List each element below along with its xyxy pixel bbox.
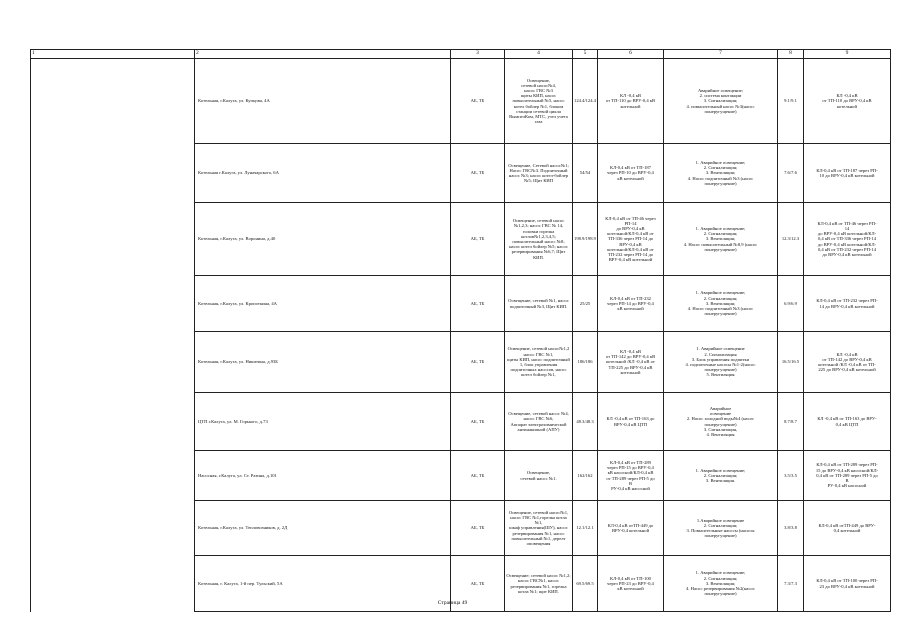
header-col-4: 4 — [505, 50, 573, 59]
cell-backup: 1. Аварийное освещение 2. Сигнализация 3. Блок управления подпитки 4. подпиточные насосы №1-2(насос понеругущение) 5. Вентиляция — [664, 332, 778, 393]
cell-backup: Аварийное освещение; 2. система контакции 3. Сигнализация; 4. повысительный насос №3(насос понеругущение) — [664, 59, 778, 144]
cell-source2: КЛ-0,4 кВ от ТП-187 через РП- 10 до ВРУ-0,4 кВ котельной — [804, 144, 891, 203]
cell-source2: КЛ-0,4 кВ отТП-449 до ВРУ- 0,4 котельной — [804, 501, 891, 556]
cell-empty — [31, 451, 195, 501]
cell-empty — [31, 332, 195, 393]
cell-power: 54/54 — [573, 144, 598, 203]
cell-type: АБ, ТБ — [451, 332, 505, 393]
cell-power2: 3.5/3.5 — [778, 451, 804, 501]
cell-address: Котельная, г.Калуга, ул. Никитина, д.93Б — [195, 332, 451, 393]
table-row — [31, 59, 891, 144]
cell-type: АБ, ТБ — [451, 59, 505, 144]
cell-source2: КЛ-0,4 кВ от ТП-289 через РП- 15 до ВРУ-0,4 кВ насосной/КЛ- 0,4 кВ от ТП-289 через РП-5 до В РУ-0,4 кВ насосной — [804, 451, 891, 501]
header-col-8: 8 — [778, 50, 804, 59]
cell-type: АБ, ТБ — [451, 203, 505, 276]
cell-power2: 8.7/8.7 — [778, 393, 804, 451]
cell-source2: КЛ -0,4 кВ от ТП-142 до ВРУ-0,4 кВ котельной /КЛ -0,4 кВ от ТП- 225 до ВРУ-0,4 кВ котельной — [804, 332, 891, 393]
cell-empty — [31, 501, 195, 556]
cell-power: 25/25 — [573, 276, 598, 332]
cell-source2: КЛ-0,4 кВ от ТП-100 через РП- 23 до ВРУ-0,4 кВ котельной — [804, 556, 891, 612]
cell-source: КЛ-0,4 кВ от ТП-187 через РП-10 до ВРУ-0,4 кВ котельной — [598, 144, 664, 203]
cell-power: 162/162 — [573, 451, 598, 501]
cell-type: АБ, ТБ — [451, 276, 505, 332]
cell-type: АБ, ТБ — [451, 393, 505, 451]
header-col-1: 1 — [31, 50, 195, 59]
cell-address: Насосная, г.Калуга, ул. Ст. Разина, д.101 — [195, 451, 451, 501]
cell-consumers: Освещение; сетевой насос №1,2; насос ГВС№1, насос резервирования №1, горелка котла №1; щит КИП. — [505, 556, 573, 612]
table-row — [31, 451, 891, 501]
header-col-6: 6 — [598, 50, 664, 59]
page-number: Страница 49 — [437, 600, 468, 606]
cell-type: АБ, ТБ — [451, 451, 505, 501]
cell-source: КЛ-0,4 кВ от ТП-46 через РП-14 до ВРУ-0,4 кВ котельной/КЛ-0,4 кВ от ТП-336 через РП-14 до ВРУ-0,4 кВ котельной/КЛ-0,4 кВ от ТП-232 через РП-14 до ВРУ-0,4 кВ котельной — [598, 203, 664, 276]
cell-empty — [31, 59, 195, 144]
cell-power2: 7.6/7.6 — [778, 144, 804, 203]
cell-power: 186/186 — [573, 332, 598, 393]
cell-power2: 12.3/12.3 — [778, 203, 804, 276]
table-row — [31, 276, 891, 332]
cell-empty — [31, 276, 195, 332]
cell-address: Котельная, г.Калуга, ул. Тепловозников, д. 2Д — [195, 501, 451, 556]
cell-source: КЛ -0,4 кВ от ТП-110 до ВРУ-0,4 кВ котельной — [598, 59, 664, 144]
cell-source2: КЛ-0,4 кВ от ТП-46 через РП- 14 до ВРУ-0,4 кВ котельной/КЛ- 0,4 кВ от ТП-336 через РП-14 до ВРУ-0,4 кВ котельной/КЛ- 0,4 кВ от ТП-232 через РП-14 до ВРУ-0,4 кВ котельной — [804, 203, 891, 276]
table-row — [31, 144, 891, 203]
cell-power2: 7.3/7.3 — [778, 556, 804, 612]
cell-address: Котельная г.Калуга, ул. Луначарского, 6А — [195, 144, 451, 203]
cell-power2: 9.1/9.1 — [778, 59, 804, 144]
cell-power: 198.9/198.9 — [573, 203, 598, 276]
cell-power2: 16.5/16.5 — [778, 332, 804, 393]
cell-source: КЛ-0,4 кВ от ТП-232 через РП-14 до ВРУ-0,4 кВ котельной — [598, 276, 664, 332]
cell-address: Котельная, г.Калуга, ул. Воронина, д.40 — [195, 203, 451, 276]
cell-backup: 1. Аварийное освещение; 2. Сигнализация; 3. Вентиляция; 4. Насос резервирования №2(насос понеругущение) — [664, 556, 778, 612]
cell-source: КЛ -0,4 кВ от ТП-163 до ВРУ-0,4 кВ ЦТП — [598, 393, 664, 451]
cell-consumers: Освещение; сетевой №1, насос подпиточный №3, Щит КИП. — [505, 276, 573, 332]
cell-consumers: Освещение, сетевой насос№1,2 насос ГВС №1, щиты КИП, насос подпиточный 1, блок управления подпиточных насосов, насос котел бойлер №1, — [505, 332, 573, 393]
cell-power: 69.5/69.5 — [573, 556, 598, 612]
cell-type: АБ, ТБ — [451, 556, 505, 612]
cell-type: АБ, ТБ — [451, 144, 505, 203]
cell-empty — [31, 203, 195, 276]
header-col-2: 2 — [195, 50, 451, 59]
table-row — [31, 332, 891, 393]
cell-address: Котельная, г.Калуга, ул. Кропоткина, 4А — [195, 276, 451, 332]
cell-backup: 1. Аварийное освещение; 2. Сигнализация; 3. Вентиляция; 4. Насос подпиточный №3 (насос понеругущение) — [664, 144, 778, 203]
cell-backup: 1. Аварийное освещение; 2. Сигнализация; 3. Вентиляция; 4. Насос подпиточный №3 (насос понеругущение) — [664, 276, 778, 332]
cell-consumers: Освещение, сетевой насос №1. — [505, 451, 573, 501]
cell-address: ЦТП г.Калуга, ул. М. Горького, д.73 — [195, 393, 451, 451]
cell-empty — [31, 393, 195, 451]
header-row — [31, 50, 891, 59]
cell-consumers: Освещение, сетевой насос№1, насос ГВС №1,горелка котла №1, шкаф управления(ШУ), насос резервирования №1, насос повысительный №1, дерелт оповещения — [505, 501, 573, 556]
cell-consumers: Освещение, Сетевой насос№1; Насос ГВС№3. Подпиточный насос №3; насос котел-бойлер №5; Щит КИП — [505, 144, 573, 203]
table-row — [31, 501, 891, 556]
cell-backup: 1. Аварийное освещение; 2. Сигнализация; 3. Вентиляция; 4. Насос повысительный №8,9 (насос понеругущение) — [664, 203, 778, 276]
cell-source2: КЛ -0,4 кВ от ТП-163 до ВРУ- 0,4 кВ ЦТП — [804, 393, 891, 451]
cell-source: КЛ-0,4 кВ отТП-449 до ВРУ-0,4 котельной — [598, 501, 664, 556]
table-row — [31, 203, 891, 276]
cell-backup: Аварийное освещение 2. Насос холодной воды№4 (насос понеругущение) 3. Сигнализация, 4. Вентиляция — [664, 393, 778, 451]
cell-power: 12.1/12.1 — [573, 501, 598, 556]
header-col-7: 7 — [664, 50, 778, 59]
table-row — [31, 393, 891, 451]
cell-power2: 6.9/6.9 — [778, 276, 804, 332]
cell-power: 124.4/124.4 — [573, 59, 598, 144]
cell-source: КЛ-0,4 кВ от ТП-100 через РП-23 до ВРУ-0,4 кВ котельной — [598, 556, 664, 612]
header-col-3: 3 — [451, 50, 505, 59]
cell-backup: 1. Аварийное освещение; 2. Сигнализация; 3. Вентиляция. — [664, 451, 778, 501]
cell-type: АБ, ТБ — [451, 501, 505, 556]
cell-source: КЛ -0,4 кВ от ТП-142 до ВРУ-0,4 кВ котельной /КЛ -0,4 кВ от ТП-225 до ВРУ-0,4 кВ котельной — [598, 332, 664, 393]
cell-consumers: Освещение, сетевой насос№4, насос ГВС №3 щиты КИП, насос повысительный №5, насос котел бойлер №1, блоком станции сетевой цикла ВымпелКом, МТС, узел учета газа — [505, 59, 573, 144]
cell-address: Котельная, г.Калуга, ул. Купцова, 4А — [195, 59, 451, 144]
header-col-5: 5 — [573, 50, 598, 59]
cell-power: 48.3/48.3 — [573, 393, 598, 451]
cell-source: КЛ-0,4 кВ от ТП-289 через РП-15 до ВРУ-0,4 кВ насосной/КЛ-0,4 кВ от ТП-289 через РП-5 до В РУ-0,4 кВ насосной — [598, 451, 664, 501]
cell-source2: КЛ-0,4 кВ от ТП-232 через РП- 14 до ВРУ-0,4 кВ котельной — [804, 276, 891, 332]
cell-source2: КЛ -0,4 кВ от ТП-110 до ВРУ-0,4 кВ котельной — [804, 59, 891, 144]
cell-consumers: Освещение, сетевой насос №4, насос ГВС №6, Аппарат электрохимической антинакипной (АПУ) — [505, 393, 573, 451]
header-col-9: 9 — [804, 50, 891, 59]
cell-backup: 1.Аварийное освещение 2. Сигнализация; 3. Повысительные насосы (насосы понеругущение) — [664, 501, 778, 556]
cell-consumers: Освещение, сетевой насос №1,2,3; насос ГВС № 14, головки горелка котлов№1,2,3,4,5; повысительный насос №8; насос котел бойлер №5; насос резервирования №6,7; Щит КИП. — [505, 203, 573, 276]
cell-empty — [31, 144, 195, 203]
cell-power2: 3.8/3.8 — [778, 501, 804, 556]
cell-address: Котельная, г. Калуга, 1-й пер. Тульский, 5А — [195, 556, 451, 612]
schedule-table — [30, 49, 891, 612]
